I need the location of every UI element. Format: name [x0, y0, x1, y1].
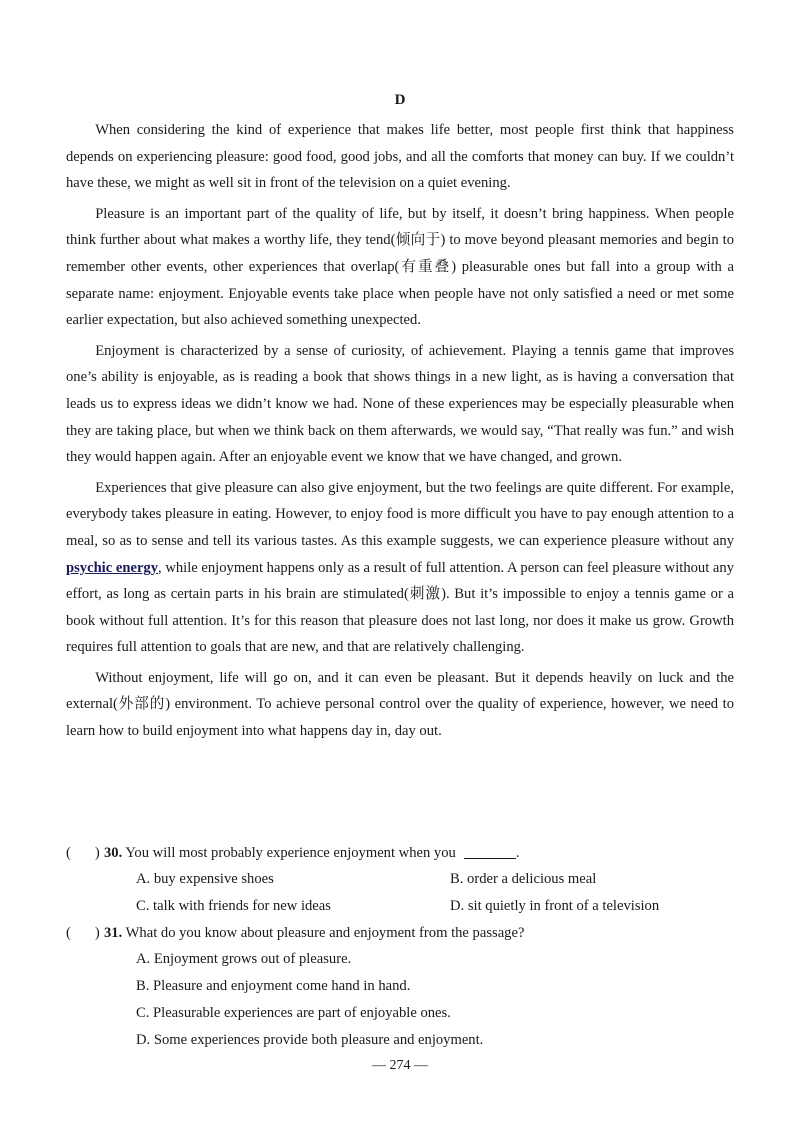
paragraph-2: Pleasure is an important part of the quality of life, but by itself, it doesn’t bring happiness. When people think further about what makes a worthy life, they tend(倾向于) to move beyond pleasant memories and begin to remember other events, other experiences that overlap(有重叠) pleasurable ones but fall into a group with a separate name: enjoyment. Enjoyable events take place when people have not only satisfied a need or met some earlier expectation, but also achieved something unexpected. [66, 205, 734, 329]
question-30 [66, 840, 734, 920]
question-31 [66, 920, 734, 1054]
section-heading: D [394, 92, 406, 108]
question-number: 31. [104, 925, 123, 941]
question-text: You will most probably experience enjoyment when you [125, 845, 456, 861]
reading-passage [66, 117, 734, 749]
option-b[interactable]: B. order a delicious meal [450, 871, 597, 887]
option-b[interactable]: B. Pleasure and enjoyment come hand in hand. [136, 978, 411, 994]
paragraph-4 [66, 475, 734, 661]
option-d[interactable]: D. sit quietly in front of a television [450, 898, 660, 914]
question-stem [66, 920, 734, 946]
paragraph-4-after: , while enjoyment happens only as a result of full attention. A person can feel pleasure without any effort, as long as certain parts in his brain are stimulated(刺激). But it’s impossible to enjoy a tennis game or a book without full attention. It’s for this reason that pleasure does not last long, nor does it make us grow. Growth requires full attention to goals that are new, and that are relatively challenging. [66, 559, 734, 656]
option-a[interactable]: A. Enjoyment grows out of pleasure. [136, 951, 352, 967]
answer-slot[interactable]: ( ) [66, 925, 100, 941]
page-number: — 274 — [372, 1058, 428, 1073]
paragraph-3: Enjoyment is characterized by a sense of curiosity, of achievement. Playing a tennis game that improves one’s ability is enjoyable, as is reading a book that shows things in a new light, as is having a conversation that leads us to express ideas we didn’t know we had. None of these experiences may be especially pleasurable when they are taking place, but when we think back on them afterwards, we would say, “That really was fun.” and wish they would happen again. After an enjoyable event we know that we have changed, and grown. [66, 342, 734, 466]
question-stem: ( ) 30. You will most probably experience enjoyment when you . [66, 840, 734, 866]
option-c[interactable]: C. talk with friends for new ideas [136, 898, 331, 914]
question-number: 30. [104, 845, 123, 861]
answer-slot[interactable]: ( ) [66, 845, 100, 861]
question-text: What do you know about pleasure and enjoyment from the passage? [125, 925, 525, 941]
paragraph-4-before: Experiences that give pleasure can also give enjoyment, but the two feelings are quite different. For example, everybody takes pleasure in eating. However, to enjoy food is more difficult you have to pay enough attention to a meal, so as to sense and tell its various tastes. As this example suggests, we can experience pleasure without any [66, 479, 734, 549]
paragraph-5: Without enjoyment, life will go on, and it can even be pleasant. But it depends heavily on luck and the external(外部的) environment. To achieve personal control over the quality of experience, however, we need to learn how to build enjoyment into what happens day in, day out. [66, 669, 734, 740]
fill-blank [464, 842, 516, 859]
paragraph-1: When considering the kind of experience that makes life better, most people first think that happiness depends on experiencing pleasure: good food, good jobs, and all the comforts that money can buy. If we couldn’t have these, we might as well sit in front of the television on a quiet evening. [66, 122, 734, 192]
option-c[interactable]: C. Pleasurable experiences are part of enjoyable ones. [136, 1005, 451, 1021]
option-a[interactable]: A. buy expensive shoes [136, 871, 274, 887]
highlighted-phrase: psychic energy [66, 559, 159, 576]
option-d[interactable]: D. Some experiences provide both pleasure and enjoyment. [136, 1032, 484, 1048]
